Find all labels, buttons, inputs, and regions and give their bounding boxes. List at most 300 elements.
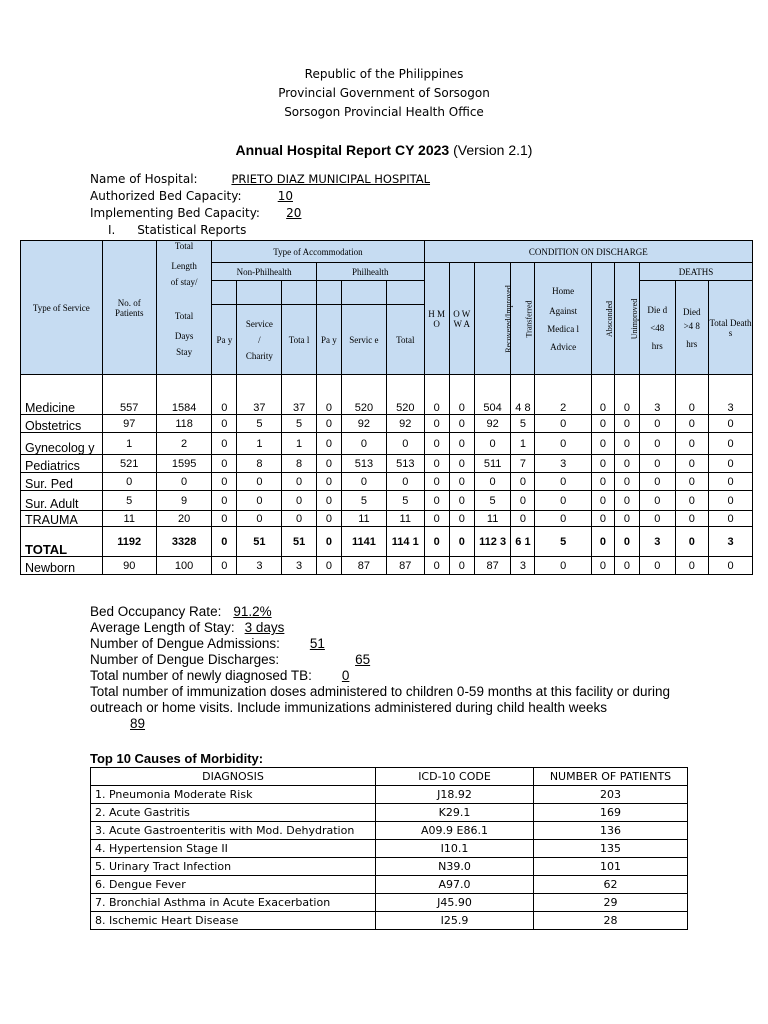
stat-cell-hama: 0 bbox=[535, 491, 591, 511]
stat-row bbox=[21, 473, 753, 491]
header-died-lt48-l2: <48 bbox=[650, 322, 665, 333]
morbidity-row bbox=[91, 894, 688, 912]
stat-row-label: TOTAL bbox=[21, 527, 103, 557]
stat-cell-total-deaths: 0 bbox=[709, 511, 753, 527]
header-died-gt48-l2: >4 8 bbox=[683, 320, 700, 331]
stat-cell-hmo: 0 bbox=[424, 491, 449, 511]
authorized-bed-line bbox=[90, 189, 325, 203]
stat-cell-absconded: 0 bbox=[591, 491, 614, 511]
stat-cell-ph-service: 11 bbox=[341, 511, 386, 527]
stat-row bbox=[21, 557, 753, 575]
stat-cell-hama: 0 bbox=[535, 473, 591, 491]
stat-cell-days: 2 bbox=[156, 433, 211, 455]
stat-cell-transferred: 7 bbox=[511, 455, 535, 473]
header-sc-l3: Charity bbox=[245, 350, 273, 361]
header-recovered bbox=[474, 263, 511, 375]
stat-cell-ph-pay: 0 bbox=[316, 527, 341, 557]
stat-cell-owwa: 0 bbox=[449, 557, 474, 575]
stat-cell-np-service: 5 bbox=[237, 415, 282, 433]
dengue-admissions-value: 51 bbox=[309, 636, 325, 651]
stat-row-label: Obstetrics bbox=[21, 415, 103, 433]
stat-cell-died-lt48: 0 bbox=[640, 433, 676, 455]
stat-cell-absconded: 0 bbox=[591, 455, 614, 473]
stat-cell-np-service: 3 bbox=[237, 557, 282, 575]
implementing-bed-line bbox=[90, 206, 324, 220]
section-label: Statistical Reports bbox=[137, 223, 247, 237]
morbidity-cell-patients: 28 bbox=[534, 912, 688, 930]
stat-cell-days: 1584 bbox=[156, 375, 211, 415]
province-line: Provincial Government of Sorsogon bbox=[278, 86, 490, 100]
header-died-gt48-l3: hrs bbox=[686, 338, 698, 349]
stat-row bbox=[21, 415, 753, 433]
stat-cell-absconded: 0 bbox=[591, 511, 614, 527]
morbidity-cell-patients: 101 bbox=[534, 858, 688, 876]
header-no-of-patients: No. of Patients bbox=[102, 241, 156, 375]
stat-cell-died-lt48: 0 bbox=[640, 473, 676, 491]
header-total-days-l6: Stay bbox=[176, 347, 193, 357]
bed-occupancy-value: 91.2% bbox=[233, 604, 272, 619]
stat-cell-ph-service: 5 bbox=[341, 491, 386, 511]
header-total-days-l3: of stay/ bbox=[170, 277, 198, 287]
stat-cell-died-lt48: 3 bbox=[640, 375, 676, 415]
morbidity-header-icd: ICD-10 CODE bbox=[376, 768, 534, 786]
stat-cell-died-gt48: 0 bbox=[675, 511, 708, 527]
stat-cell-transferred: 1 bbox=[511, 433, 535, 455]
stat-cell-hama: 2 bbox=[535, 375, 591, 415]
header-sc-l1: Service bbox=[245, 318, 273, 329]
header-np-empty-1 bbox=[212, 281, 237, 305]
stat-cell-days: 9 bbox=[156, 491, 211, 511]
stat-cell-ph-pay: 0 bbox=[316, 557, 341, 575]
stat-cell-ph-service: 87 bbox=[341, 557, 386, 575]
header-home-l1: Home bbox=[552, 285, 575, 296]
tb-label: Total number of newly diagnosed TB: bbox=[90, 668, 312, 683]
morbidity-cell-patients: 169 bbox=[534, 804, 688, 822]
stat-cell-died-lt48: 0 bbox=[640, 491, 676, 511]
morbidity-cell-icd: J45.90 bbox=[376, 894, 534, 912]
header-home-against-advice bbox=[535, 263, 591, 375]
header-home-l3: Medica l bbox=[547, 323, 580, 334]
avg-los-line bbox=[90, 620, 690, 636]
header-philhealth: Philhealth bbox=[316, 263, 424, 281]
header-deaths: DEATHS bbox=[640, 263, 753, 281]
morbidity-cell-diagnosis: 3. Acute Gastroenteritis with Mod. Dehydration bbox=[91, 822, 376, 840]
stat-cell-died-gt48: 0 bbox=[675, 375, 708, 415]
stat-cell-owwa: 0 bbox=[449, 511, 474, 527]
stat-cell-np-service: 37 bbox=[237, 375, 282, 415]
stat-cell-unimproved: 0 bbox=[614, 511, 639, 527]
immunization-value: 89 bbox=[130, 716, 146, 731]
stat-cell-transferred: 0 bbox=[511, 473, 535, 491]
stat-cell-hmo: 0 bbox=[424, 527, 449, 557]
header-home-l2: Against bbox=[549, 305, 578, 316]
morbidity-cell-icd: I25.9 bbox=[376, 912, 534, 930]
stat-cell-hmo: 0 bbox=[424, 557, 449, 575]
stat-cell-np-pay: 0 bbox=[212, 375, 237, 415]
stat-cell-unimproved: 0 bbox=[614, 557, 639, 575]
stat-cell-hama: 0 bbox=[535, 557, 591, 575]
header-ph-service: Servic e bbox=[341, 305, 386, 375]
header-died-lt48-l3: hrs bbox=[651, 340, 663, 351]
stat-cell-recovered: 511 bbox=[474, 455, 511, 473]
stat-cell-died-lt48: 0 bbox=[640, 415, 676, 433]
stat-cell-ph-service: 513 bbox=[341, 455, 386, 473]
stat-cell-ph-total: 11 bbox=[386, 511, 424, 527]
stat-cell-days: 1595 bbox=[156, 455, 211, 473]
stat-cell-died-gt48: 0 bbox=[675, 557, 708, 575]
stat-cell-days: 100 bbox=[156, 557, 211, 575]
stat-row bbox=[21, 375, 753, 415]
stat-cell-hama: 0 bbox=[535, 433, 591, 455]
stat-cell-np-total: 37 bbox=[282, 375, 317, 415]
morbidity-row bbox=[91, 822, 688, 840]
morbidity-cell-patients: 29 bbox=[534, 894, 688, 912]
stat-cell-np-pay: 0 bbox=[212, 527, 237, 557]
stat-cell-patients: 11 bbox=[102, 511, 156, 527]
stat-cell-owwa: 0 bbox=[449, 415, 474, 433]
header-ph-empty-1 bbox=[316, 281, 341, 305]
morbidity-cell-patients: 203 bbox=[534, 786, 688, 804]
stat-cell-ph-service: 0 bbox=[341, 473, 386, 491]
stat-cell-ph-pay: 0 bbox=[316, 511, 341, 527]
morbidity-row bbox=[91, 786, 688, 804]
header-condition-on-discharge: CONDITION ON DISCHARGE bbox=[424, 241, 752, 263]
stat-cell-ph-pay: 0 bbox=[316, 375, 341, 415]
morbidity-header-patients: NUMBER OF PATIENTS bbox=[534, 768, 688, 786]
stat-cell-transferred: 5 bbox=[511, 415, 535, 433]
stat-row bbox=[21, 433, 753, 455]
morbidity-cell-diagnosis: 8. Ischemic Heart Disease bbox=[91, 912, 376, 930]
stat-cell-patients: 0 bbox=[102, 473, 156, 491]
morbidity-cell-patients: 136 bbox=[534, 822, 688, 840]
stat-cell-np-total: 0 bbox=[282, 491, 317, 511]
hospital-name-value: PRIETO DIAZ MUNICIPAL HOSPITAL bbox=[231, 172, 431, 186]
authorized-bed-label: Authorized Bed Capacity: bbox=[90, 189, 242, 203]
stat-cell-days: 3328 bbox=[156, 527, 211, 557]
dengue-discharges-line bbox=[90, 652, 690, 668]
stat-cell-died-gt48: 0 bbox=[675, 433, 708, 455]
header-type-accommodation: Type of Accommodation bbox=[212, 241, 424, 263]
stat-cell-patients: 5 bbox=[102, 491, 156, 511]
stat-cell-np-service: 51 bbox=[237, 527, 282, 557]
stat-cell-hama: 5 bbox=[535, 527, 591, 557]
stat-cell-recovered: 504 bbox=[474, 375, 511, 415]
morbidity-cell-diagnosis: 5. Urinary Tract Infection bbox=[91, 858, 376, 876]
morbidity-cell-icd: I10.1 bbox=[376, 840, 534, 858]
morbidity-cell-icd: K29.1 bbox=[376, 804, 534, 822]
stat-cell-np-pay: 0 bbox=[212, 557, 237, 575]
stat-cell-ph-total: 114 1 bbox=[386, 527, 424, 557]
stat-cell-ph-pay: 0 bbox=[316, 415, 341, 433]
stat-cell-np-total: 0 bbox=[282, 511, 317, 527]
stat-cell-np-total: 5 bbox=[282, 415, 317, 433]
stat-cell-transferred: 6 1 bbox=[511, 527, 535, 557]
stat-cell-patients: 1 bbox=[102, 433, 156, 455]
stat-cell-ph-pay: 0 bbox=[316, 455, 341, 473]
stat-cell-hmo: 0 bbox=[424, 375, 449, 415]
stat-cell-days: 0 bbox=[156, 473, 211, 491]
stat-cell-np-service: 1 bbox=[237, 433, 282, 455]
stat-cell-total-deaths: 0 bbox=[709, 473, 753, 491]
section-number: I. bbox=[108, 223, 116, 237]
header-non-philhealth: Non-Philhealth bbox=[212, 263, 317, 281]
stat-cell-owwa: 0 bbox=[449, 455, 474, 473]
header-sc-l2: / bbox=[258, 334, 261, 345]
stat-cell-patients: 521 bbox=[102, 455, 156, 473]
stat-cell-owwa: 0 bbox=[449, 375, 474, 415]
bed-occupancy-line bbox=[90, 604, 690, 620]
stat-row bbox=[21, 455, 753, 473]
stat-cell-absconded: 0 bbox=[591, 557, 614, 575]
stat-row-label: Sur. Adult bbox=[21, 491, 103, 511]
dengue-discharges-value: 65 bbox=[355, 652, 371, 667]
stat-cell-hama: 0 bbox=[535, 511, 591, 527]
header-np-total: Tota l bbox=[282, 305, 317, 375]
morbidity-cell-icd: A97.0 bbox=[376, 876, 534, 894]
morbidity-row bbox=[91, 858, 688, 876]
stat-cell-unimproved: 0 bbox=[614, 491, 639, 511]
stat-cell-died-lt48: 0 bbox=[640, 455, 676, 473]
morbidity-row bbox=[91, 912, 688, 930]
header-absconded bbox=[591, 263, 614, 375]
summary-block bbox=[90, 604, 690, 736]
stat-cell-ph-total: 0 bbox=[386, 433, 424, 455]
stat-cell-transferred: 4 8 bbox=[511, 375, 535, 415]
header-died-lt48-l1: Die d bbox=[647, 304, 668, 315]
report-title-text: Annual Hospital Report CY 2023 bbox=[235, 142, 450, 158]
stat-row bbox=[21, 527, 753, 557]
stat-cell-ph-total: 5 bbox=[386, 491, 424, 511]
stat-cell-owwa: 0 bbox=[449, 491, 474, 511]
stat-cell-hmo: 0 bbox=[424, 415, 449, 433]
stat-cell-recovered: 0 bbox=[474, 473, 511, 491]
morbidity-title: Top 10 Causes of Morbidity: bbox=[90, 751, 264, 766]
header-unimproved bbox=[614, 263, 639, 375]
header-died-gt48 bbox=[675, 281, 708, 375]
stat-cell-owwa: 0 bbox=[449, 473, 474, 491]
implementing-bed-value: 20 bbox=[286, 206, 302, 220]
stat-cell-died-gt48: 0 bbox=[675, 415, 708, 433]
stat-cell-ph-total: 87 bbox=[386, 557, 424, 575]
authorized-bed-value: 10 bbox=[277, 189, 293, 203]
immunization-text: Total number of immunization doses administered to children 0-59 months at this facility or during outreach or home visits. Include immunizations administered during child health weeks bbox=[90, 684, 671, 715]
morbidity-header-diagnosis: DIAGNOSIS bbox=[91, 768, 376, 786]
stat-cell-ph-service: 1141 bbox=[341, 527, 386, 557]
section-heading bbox=[108, 223, 246, 237]
stat-cell-hmo: 0 bbox=[424, 433, 449, 455]
stat-cell-np-pay: 0 bbox=[212, 455, 237, 473]
stat-cell-recovered: 5 bbox=[474, 491, 511, 511]
stat-row-label: Pediatrics bbox=[21, 455, 103, 473]
header-transferred bbox=[511, 263, 535, 375]
tb-value: 0 bbox=[341, 668, 350, 683]
stat-cell-patients: 97 bbox=[102, 415, 156, 433]
stat-cell-ph-total: 520 bbox=[386, 375, 424, 415]
morbidity-cell-patients: 62 bbox=[534, 876, 688, 894]
header-np-empty-3 bbox=[282, 281, 317, 305]
stat-row-label: Medicine bbox=[21, 375, 103, 415]
stat-cell-absconded: 0 bbox=[591, 527, 614, 557]
stat-cell-died-lt48: 3 bbox=[640, 527, 676, 557]
report-title bbox=[0, 142, 768, 158]
stat-cell-hama: 3 bbox=[535, 455, 591, 473]
stat-cell-np-service: 0 bbox=[237, 491, 282, 511]
header-owwa: O W W A bbox=[449, 263, 474, 375]
morbidity-cell-icd: A09.9 E86.1 bbox=[376, 822, 534, 840]
stat-cell-ph-pay: 0 bbox=[316, 433, 341, 455]
stat-cell-owwa: 0 bbox=[449, 527, 474, 557]
stat-cell-np-total: 51 bbox=[282, 527, 317, 557]
morbidity-cell-diagnosis: 6. Dengue Fever bbox=[91, 876, 376, 894]
stat-cell-died-lt48: 0 bbox=[640, 511, 676, 527]
stat-cell-unimproved: 0 bbox=[614, 433, 639, 455]
immunization-line bbox=[90, 716, 690, 736]
stat-cell-died-gt48: 0 bbox=[675, 491, 708, 511]
header-np-service-charity bbox=[237, 305, 282, 375]
header-ph-pay: Pa y bbox=[316, 305, 341, 375]
stat-cell-unimproved: 0 bbox=[614, 527, 639, 557]
stat-cell-recovered: 11 bbox=[474, 511, 511, 527]
stat-cell-absconded: 0 bbox=[591, 473, 614, 491]
stat-cell-owwa: 0 bbox=[449, 433, 474, 455]
health-office-line: Sorsogon Provincial Health Office bbox=[284, 105, 484, 119]
stat-cell-recovered: 92 bbox=[474, 415, 511, 433]
stat-row-label: Newborn bbox=[21, 557, 103, 575]
bed-occupancy-label: Bed Occupancy Rate: bbox=[90, 604, 222, 619]
stat-cell-hmo: 0 bbox=[424, 455, 449, 473]
stat-cell-total-deaths: 3 bbox=[709, 375, 753, 415]
stat-cell-absconded: 0 bbox=[591, 375, 614, 415]
header-ph-empty-3 bbox=[386, 281, 424, 305]
stat-cell-recovered: 112 3 bbox=[474, 527, 511, 557]
header-transferred-text: Transferred bbox=[524, 300, 534, 338]
stat-cell-ph-total: 92 bbox=[386, 415, 424, 433]
header-total-days-l2: Length bbox=[171, 261, 197, 271]
morbidity-cell-diagnosis: 2. Acute Gastritis bbox=[91, 804, 376, 822]
stat-cell-total-deaths: 0 bbox=[709, 557, 753, 575]
stat-cell-died-gt48: 0 bbox=[675, 455, 708, 473]
stat-cell-np-service: 8 bbox=[237, 455, 282, 473]
stat-cell-np-pay: 0 bbox=[212, 491, 237, 511]
header-total-days-l1: Total bbox=[174, 241, 194, 251]
stat-cell-ph-total: 0 bbox=[386, 473, 424, 491]
stat-row bbox=[21, 511, 753, 527]
stat-cell-np-pay: 0 bbox=[212, 433, 237, 455]
stat-cell-total-deaths: 0 bbox=[709, 455, 753, 473]
stat-cell-total-deaths: 0 bbox=[709, 433, 753, 455]
stat-cell-absconded: 0 bbox=[591, 415, 614, 433]
republic-line: Republic of the Philippines bbox=[304, 67, 464, 81]
stat-row-label: Gynecolog y bbox=[21, 433, 103, 455]
morbidity-cell-diagnosis: 1. Pneumonia Moderate Risk bbox=[91, 786, 376, 804]
stat-cell-np-service: 0 bbox=[237, 473, 282, 491]
stat-row-label: TRAUMA bbox=[21, 511, 103, 527]
header-hmo: H M O bbox=[424, 263, 449, 375]
morbidity-row bbox=[91, 876, 688, 894]
dengue-admissions-line bbox=[90, 636, 690, 652]
stat-cell-ph-service: 520 bbox=[341, 375, 386, 415]
morbidity-cell-icd: N39.0 bbox=[376, 858, 534, 876]
stat-cell-transferred: 0 bbox=[511, 511, 535, 527]
report-version: (Version 2.1) bbox=[453, 142, 533, 158]
stat-row-label: Sur. Ped bbox=[21, 473, 103, 491]
stat-cell-total-deaths: 3 bbox=[709, 527, 753, 557]
stat-cell-died-gt48: 0 bbox=[675, 527, 708, 557]
stat-cell-patients: 1192 bbox=[102, 527, 156, 557]
stat-cell-unimproved: 0 bbox=[614, 415, 639, 433]
stat-cell-np-total: 8 bbox=[282, 455, 317, 473]
morbidity-cell-icd: J18.92 bbox=[376, 786, 534, 804]
header-ph-total: Total bbox=[386, 305, 424, 375]
header-total-days-l5: Days bbox=[174, 331, 194, 341]
morbidity-cell-diagnosis: 4. Hypertension Stage II bbox=[91, 840, 376, 858]
morbidity-cell-patients: 135 bbox=[534, 840, 688, 858]
stat-cell-unimproved: 0 bbox=[614, 375, 639, 415]
stat-cell-total-deaths: 0 bbox=[709, 491, 753, 511]
header-total-days-l4: Total bbox=[174, 311, 194, 321]
stat-cell-patients: 557 bbox=[102, 375, 156, 415]
header-total-deaths: Total Death s bbox=[709, 281, 753, 375]
header-unimproved-text: Unimproved bbox=[630, 298, 640, 340]
dengue-discharges-label: Number of Dengue Discharges: bbox=[90, 652, 280, 667]
header-np-pay: Pa y bbox=[212, 305, 237, 375]
stat-cell-np-total: 1 bbox=[282, 433, 317, 455]
stat-cell-unimproved: 0 bbox=[614, 455, 639, 473]
stat-cell-np-pay: 0 bbox=[212, 473, 237, 491]
stat-cell-hama: 0 bbox=[535, 415, 591, 433]
morbidity-table bbox=[90, 767, 688, 930]
stat-cell-absconded: 0 bbox=[591, 433, 614, 455]
stat-cell-recovered: 0 bbox=[474, 433, 511, 455]
stat-cell-transferred: 0 bbox=[511, 491, 535, 511]
tb-line bbox=[90, 668, 690, 684]
stat-cell-died-lt48: 0 bbox=[640, 557, 676, 575]
hospital-name-line bbox=[90, 172, 454, 186]
statistics-table bbox=[20, 240, 753, 575]
stat-cell-died-gt48: 0 bbox=[675, 473, 708, 491]
stat-cell-ph-pay: 0 bbox=[316, 473, 341, 491]
stat-cell-ph-service: 0 bbox=[341, 433, 386, 455]
header-type-of-service: Type of Service bbox=[21, 241, 103, 375]
stat-cell-np-total: 3 bbox=[282, 557, 317, 575]
avg-los-value: 3 days bbox=[244, 620, 285, 635]
header-recovered-text: Recovered/Improved bbox=[503, 285, 513, 353]
stat-cell-days: 20 bbox=[156, 511, 211, 527]
stat-cell-days: 118 bbox=[156, 415, 211, 433]
header-absconded-text: Absconded bbox=[604, 301, 614, 337]
stat-cell-np-pay: 0 bbox=[212, 415, 237, 433]
stat-cell-recovered: 87 bbox=[474, 557, 511, 575]
stat-cell-np-service: 0 bbox=[237, 511, 282, 527]
stat-cell-hmo: 0 bbox=[424, 511, 449, 527]
morbidity-row bbox=[91, 840, 688, 858]
stat-cell-total-deaths: 0 bbox=[709, 415, 753, 433]
stat-cell-patients: 90 bbox=[102, 557, 156, 575]
stat-cell-np-pay: 0 bbox=[212, 511, 237, 527]
stat-cell-ph-service: 92 bbox=[341, 415, 386, 433]
implementing-bed-label: Implementing Bed Capacity: bbox=[90, 206, 260, 220]
header-died-gt48-l1: Died bbox=[683, 306, 701, 317]
hospital-name-label: Name of Hospital: bbox=[90, 172, 198, 186]
stat-cell-unimproved: 0 bbox=[614, 473, 639, 491]
morbidity-header-row bbox=[91, 768, 688, 786]
stat-cell-ph-total: 513 bbox=[386, 455, 424, 473]
header-ph-empty-2 bbox=[341, 281, 386, 305]
header-died-lt48 bbox=[640, 281, 676, 375]
header-home-l4: Advice bbox=[550, 341, 577, 352]
morbidity-row bbox=[91, 804, 688, 822]
avg-los-label: Average Length of Stay: bbox=[90, 620, 235, 635]
